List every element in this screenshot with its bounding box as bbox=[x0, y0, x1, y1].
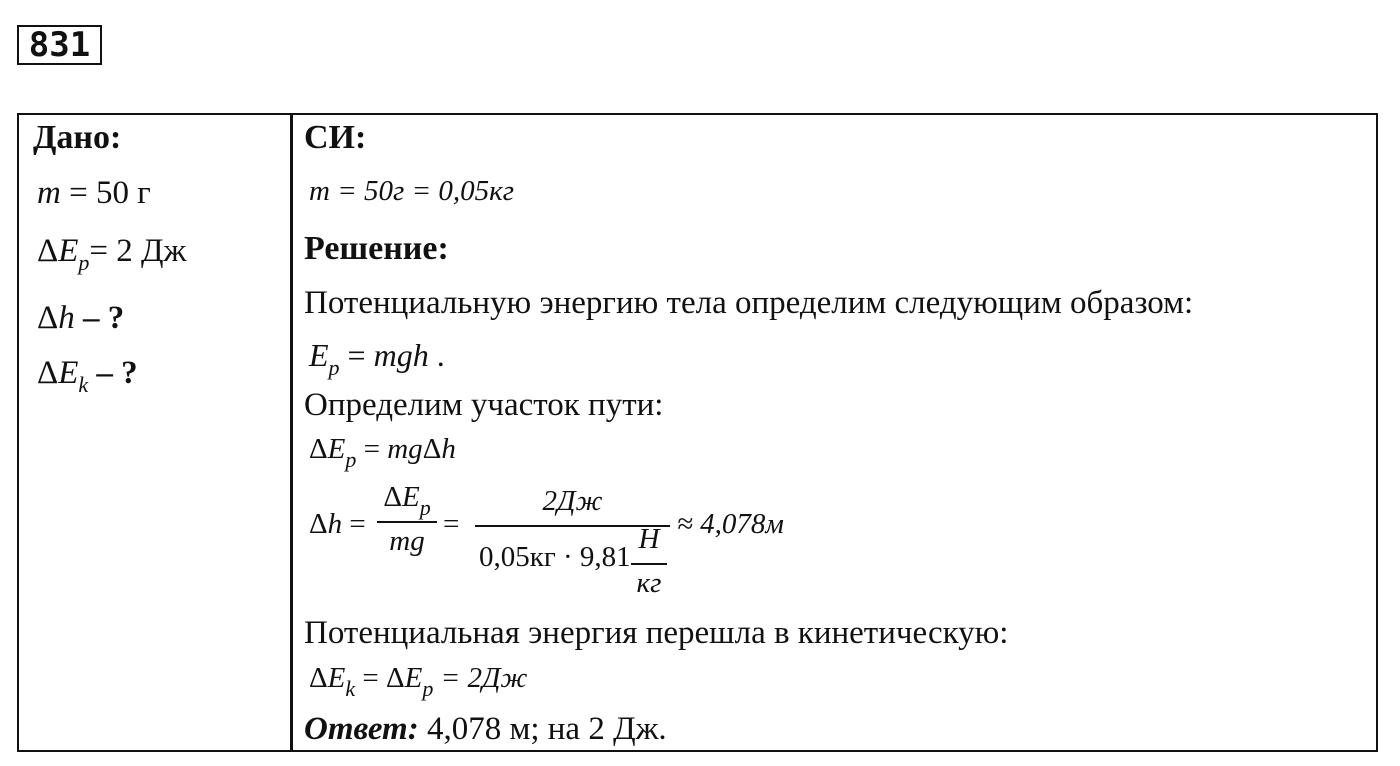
formula-delta-ep: $\Delta E_p = mg\Delta h$ bbox=[309, 433, 456, 472]
column-divider bbox=[290, 115, 293, 750]
solution-line-2: Определим участок пути: bbox=[304, 387, 664, 423]
find-height: Δh – ? bbox=[37, 300, 125, 336]
numeric-numerator: 2Дж bbox=[542, 485, 603, 517]
si-heading: СИ: bbox=[304, 119, 367, 156]
formula-ek-result: = 2Дж bbox=[440, 662, 528, 694]
answer-label: Ответ: bbox=[304, 711, 419, 747]
problem-number: 831 bbox=[17, 25, 102, 65]
fraction-numeric bbox=[475, 485, 670, 610]
given-mass-value: = 50 г bbox=[69, 175, 151, 211]
numeric-denominator: 0,05кг · 9,81 bbox=[479, 541, 631, 573]
formula-ek: $\Delta E_k = \Delta E_p = 2Дж$ bbox=[309, 662, 528, 701]
given-mass: m = 50 г bbox=[37, 175, 151, 211]
fraction-denominator: mg bbox=[389, 525, 425, 557]
equals-sign: = bbox=[443, 508, 460, 540]
formula-ep: $E_p$ = mgh . bbox=[309, 337, 445, 380]
si-conversion: m = 50г = 0,05кг bbox=[309, 175, 515, 207]
unit-numerator: Н bbox=[638, 523, 660, 555]
fraction-ep-over-mg bbox=[377, 481, 437, 571]
find-kinetic: $\Delta E_k$ – ? bbox=[37, 355, 138, 397]
given-energy: $\Delta E_p= 2$ Дж bbox=[37, 233, 187, 275]
solution-line-1: Потенциальную энергию тела определим следующим образом: bbox=[304, 285, 1194, 321]
solution-heading: Решение: bbox=[304, 230, 449, 267]
fraction-numerator: $\Delta E_p$ bbox=[383, 481, 431, 520]
given-energy-value: = 2 Дж bbox=[89, 233, 187, 269]
formula-dh-label: Δh = bbox=[309, 508, 366, 540]
unit-fraction-bar bbox=[631, 563, 667, 565]
given-heading: Дано: bbox=[33, 119, 122, 156]
answer-line bbox=[304, 711, 667, 748]
find-kinetic-mark: – ? bbox=[96, 355, 138, 391]
task-table bbox=[17, 113, 1378, 752]
answer-text: 4,078 м; на 2 Дж. bbox=[418, 711, 667, 747]
fraction-bar bbox=[377, 521, 437, 523]
unit-denominator: кг bbox=[636, 567, 662, 599]
find-height-mark: – ? bbox=[82, 300, 125, 336]
solution-line-3: Потенциальная энергия перешла в кинетическую: bbox=[304, 615, 1009, 651]
approx-result: ≈ 4,078м bbox=[677, 508, 784, 540]
